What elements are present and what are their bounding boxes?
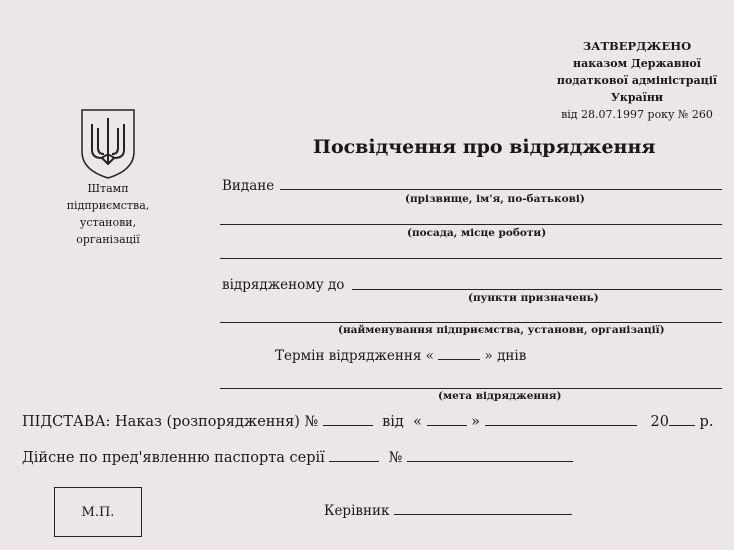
order-year-field[interactable]: [669, 414, 695, 426]
destination-caption: (пункти призначень): [468, 292, 599, 304]
issued-name-field[interactable]: [280, 189, 722, 190]
seal-label: М.П.: [81, 504, 115, 520]
head-row: [324, 503, 572, 519]
approval-date: від 28.07.1997 року № 260: [561, 108, 713, 121]
stamp-line: Штамп: [87, 182, 129, 195]
head-label: Керівник: [324, 503, 390, 519]
purpose-caption: (мета відрядження): [438, 390, 562, 402]
passport-number-label: №: [388, 450, 403, 466]
approval-block: [540, 38, 734, 123]
trident-coat-of-arms-icon: [80, 108, 136, 180]
basis-row: [22, 414, 713, 430]
issued-caption: (прізвище, ім'я, по-батькові): [405, 193, 585, 205]
term-days-field[interactable]: [438, 348, 480, 360]
passport-series-field[interactable]: [329, 450, 379, 462]
destination-field[interactable]: [352, 289, 722, 290]
passport-row: [22, 450, 573, 466]
document-title: Посвідчення про відрядження: [313, 136, 656, 158]
term-label: Термін відрядження: [275, 348, 422, 364]
approval-line: України: [610, 91, 664, 104]
issued-label: Видане: [222, 178, 275, 194]
order-number-field[interactable]: [323, 414, 373, 426]
passport-label: Дійсне по пред'явленню паспорта серії: [22, 450, 325, 466]
organization-field[interactable]: [220, 322, 722, 323]
term-row: [275, 348, 526, 364]
approval-line: наказом Державної: [573, 57, 701, 70]
passport-number-field[interactable]: [407, 450, 573, 462]
from-label: від: [382, 414, 404, 430]
approval-heading: ЗАТВЕРДЖЕНО: [582, 39, 692, 53]
order-day-field[interactable]: [427, 414, 467, 426]
year-prefix: 20: [650, 414, 669, 430]
stamp-line: установи,: [79, 216, 137, 229]
position-field[interactable]: [220, 224, 722, 225]
order-month-field[interactable]: [485, 414, 637, 426]
organization-caption: (найменування підприємства, установи, організації): [338, 324, 665, 336]
basis-label: ПІДСТАВА: Наказ (розпорядження) №: [22, 414, 319, 430]
term-days-label: » днів: [484, 348, 527, 364]
quote-open: «: [413, 414, 422, 430]
destination-label: відрядженому до: [222, 277, 345, 293]
stamp-caption: [60, 180, 156, 248]
stamp-line: організації: [76, 233, 140, 246]
position-caption: (посада, місце роботи): [407, 227, 547, 239]
position-field-extra[interactable]: [220, 258, 722, 259]
approval-line: податкової адміністрації: [556, 74, 718, 87]
head-signature-field[interactable]: [394, 503, 572, 515]
stamp-line: підприємства,: [66, 199, 150, 212]
quote-close: »: [471, 414, 481, 430]
year-suffix: р.: [699, 414, 714, 430]
quote-open: «: [425, 348, 434, 364]
seal-box: [54, 487, 142, 537]
purpose-field[interactable]: [220, 388, 722, 389]
